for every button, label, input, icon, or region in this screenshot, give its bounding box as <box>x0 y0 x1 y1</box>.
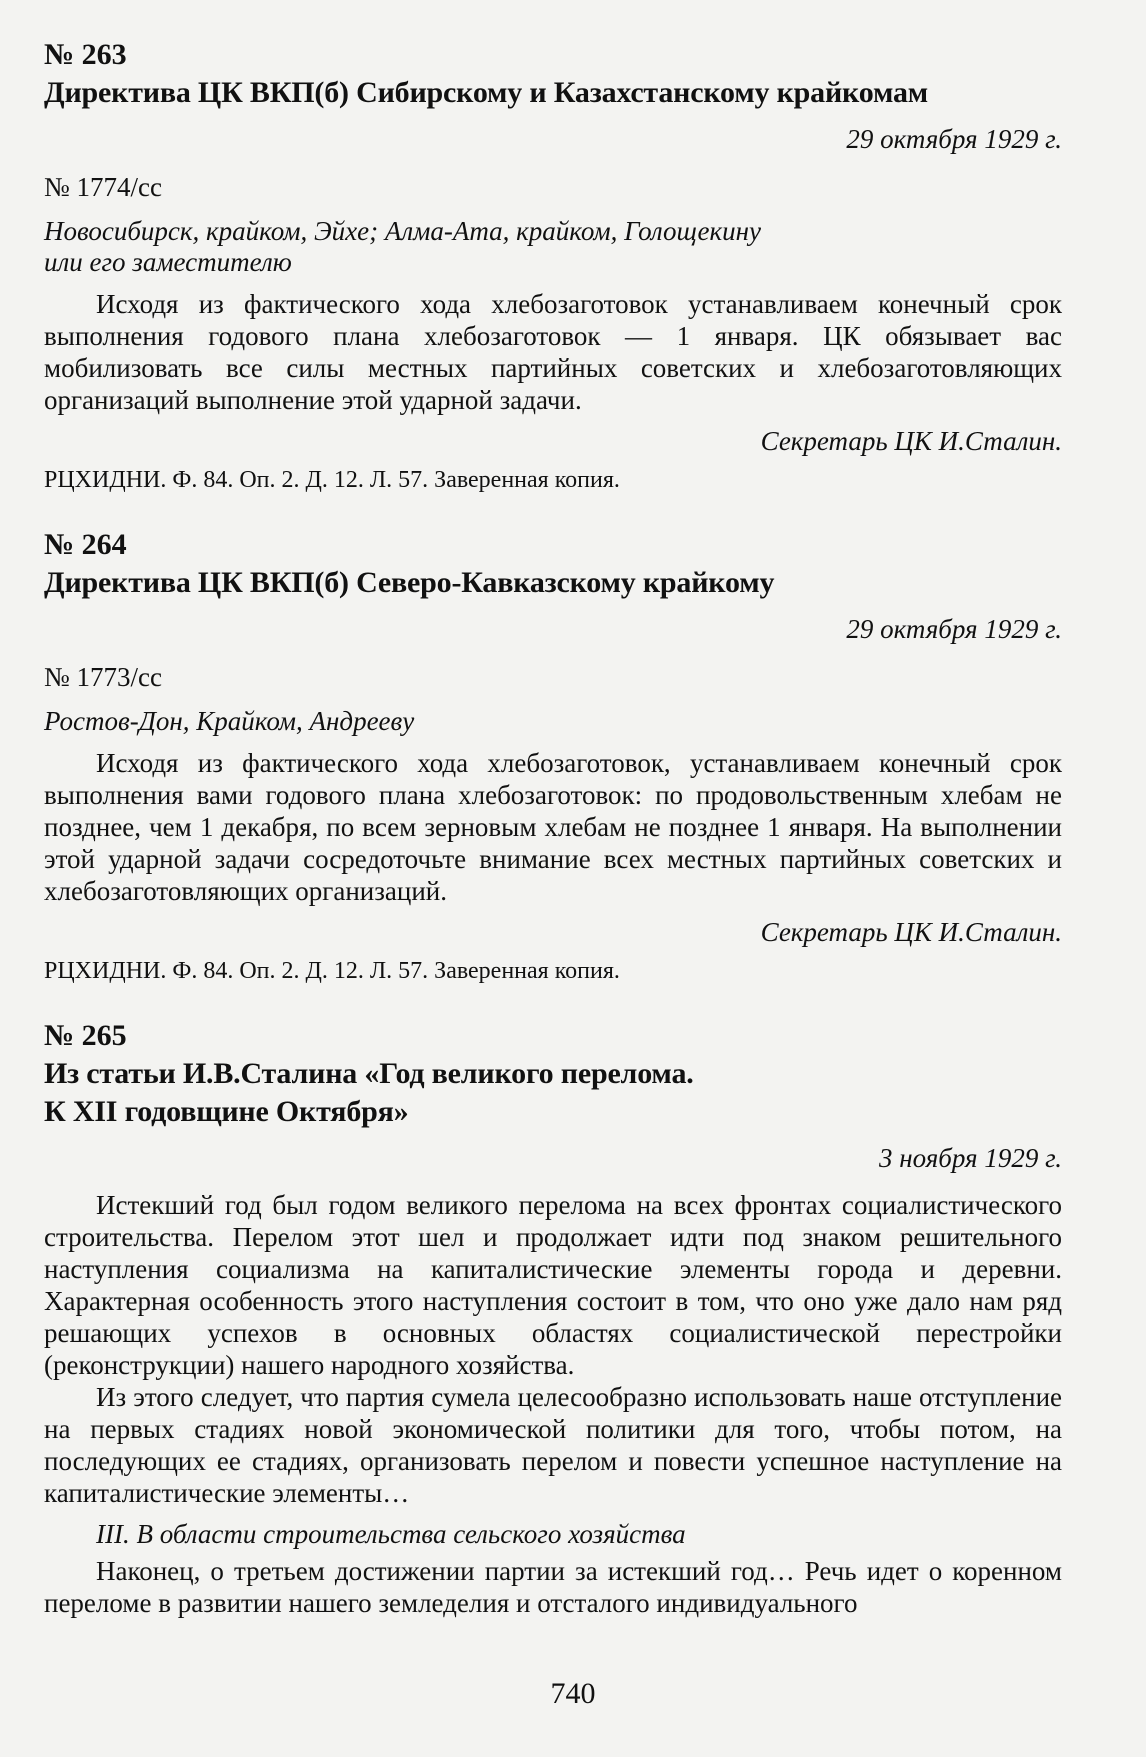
document-number: № 265 <box>44 1019 127 1052</box>
document-title: Директива ЦК ВКП(б) Сибирскому и Казахстанскому крайкомам <box>44 76 929 109</box>
title-line: К XII годовщине Октября» <box>44 1095 409 1128</box>
title-line: Из статьи И.В.Сталина «Год великого перелома. <box>44 1057 694 1090</box>
addressee <box>44 216 1062 278</box>
addressee-line: или его заместителю <box>44 247 292 277</box>
document-date: 3 ноября 1929 г. <box>878 1143 1062 1173</box>
registration-number: № 1773/сс <box>44 662 162 692</box>
body-paragraph: Исходя из фактического хода хлебозаготовок устанавливаем конечный срок выполнения годового плана хлебозаготовок — 1 января. ЦК обязывает вас мобилизовать все силы местных партийных советских и хлебозаготовляющих организаций выполнение этой ударной задачи. <box>44 289 1062 415</box>
document-264 <box>44 526 1062 987</box>
document-263 <box>44 36 1062 496</box>
addressee: Ростов-Дон, Крайком, Андрееву <box>44 706 415 736</box>
section-heading: III. В области строительства сельского хозяйства <box>96 1519 686 1549</box>
page-number: 740 <box>550 1677 596 1710</box>
body-paragraph: Наконец, о третьем достижении партии за истекший год… Речь идет о коренном переломе в развитии нашего земледелия и отсталого индивидуального <box>44 1556 1062 1618</box>
addressee-line: Новосибирск, крайком, Эйхе; Алма-Ата, крайком, Голощекину <box>44 216 762 246</box>
document-title <box>44 1055 1062 1131</box>
document-date: 29 октября 1929 г. <box>846 614 1062 644</box>
body-paragraph: Из этого следует, что партия сумела целесообразно использовать наше отступление на первых стадиях новой экономической политики для того, чтобы потом, на последующих ее стадиях, организовать перелом и повести успешное наступление на капиталистические элементы… <box>44 1382 1062 1508</box>
archive-source: РЦХИДНИ. Ф. 84. Оп. 2. Д. 12. Л. 57. Заверенная копия. <box>44 958 620 984</box>
signature: Секретарь ЦК И.Сталин. <box>760 426 1062 456</box>
document-page <box>44 36 1062 1619</box>
registration-number: № 1774/сс <box>44 172 162 202</box>
document-number: № 263 <box>44 38 127 71</box>
archive-source: РЦХИДНИ. Ф. 84. Оп. 2. Д. 12. Л. 57. Заверенная копия. <box>44 467 620 493</box>
document-number: № 264 <box>44 528 127 561</box>
signature: Секретарь ЦК И.Сталин. <box>760 917 1062 947</box>
document-date: 29 октября 1929 г. <box>846 124 1062 154</box>
document-265 <box>44 1017 1062 1619</box>
body-paragraph: Истекший год был годом великого перелома на всех фронтах социалистического строительства. Перелом этот шел и продолжает идти под знаком решительного наступления социализма на капиталистические элементы города и деревни. Характерная особенность этого наступления состоит в том, что оно уже дало нам ряд решающих успехов в основных областях социалистической перестройки (реконструкции) нашего народного хозяйства. <box>44 1190 1062 1380</box>
document-title: Директива ЦК ВКП(б) Северо-Кавказскому крайкому <box>44 566 775 599</box>
body-paragraph: Исходя из фактического хода хлебозаготовок, устанавливаем конечный срок выполнения вами годового плана хлебозаготовок: по продовольственным хлебам не позднее, чем 1 декабря, по всем зерновым хлебам не позднее 1 января. На выполнении этой ударной задачи сосредоточьте внимание всех местных партийных советских и хлебозаготовляющих организаций. <box>44 748 1062 906</box>
